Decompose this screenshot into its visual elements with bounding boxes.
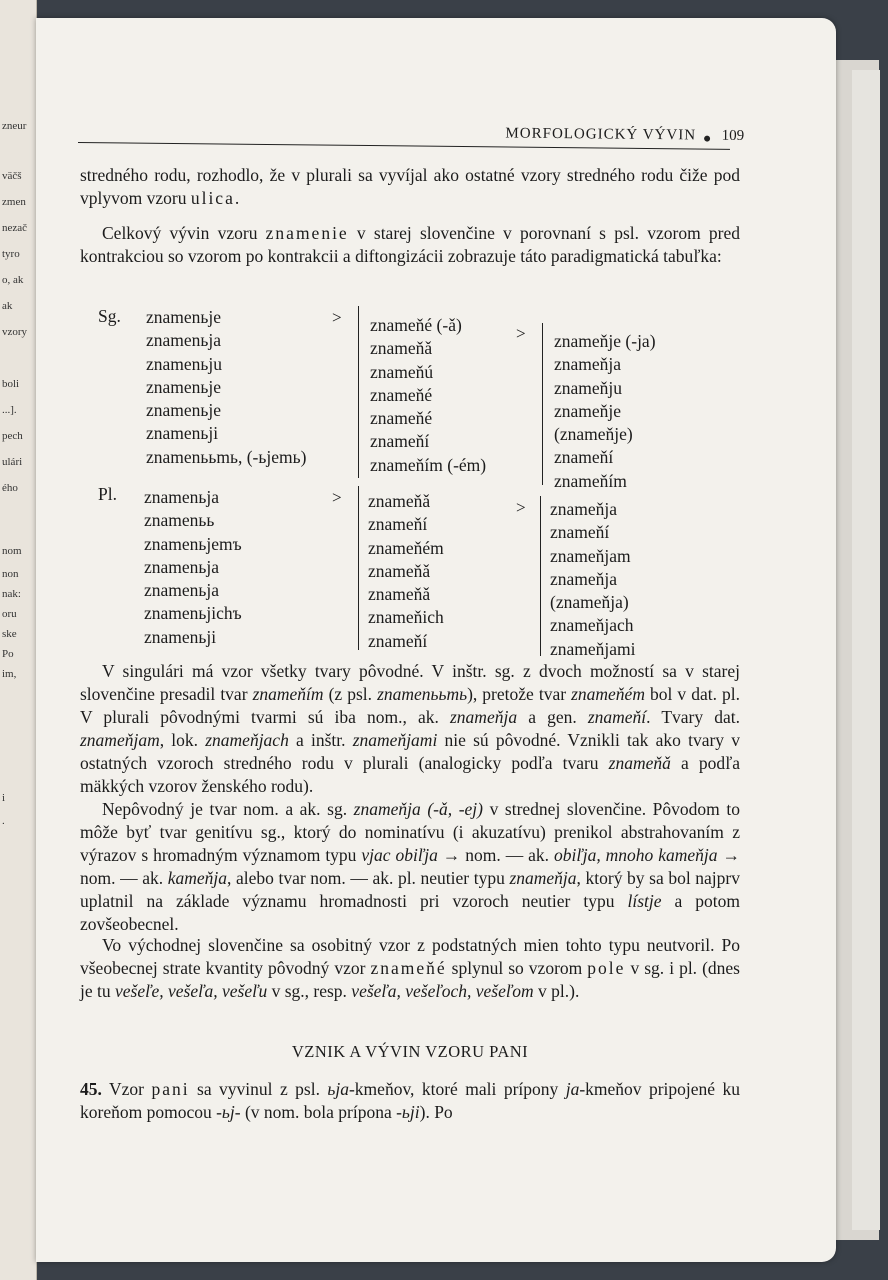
- left-fragment: väčš: [2, 170, 22, 182]
- paragraph-3: V singulári má vzor všetky tvary pôvodné. V inštr. sg. z dvoch možností sa v starej slovenčine presadil tvar znameňím (z psl. znamenььmь), pretože tvar znameňém bol v dat. pl. V plurali pôvodnými tvarmi sú iba nom., ak. znameňja a gen. znameňí. Tvary dat. znameňjam, lok. znameňjach a inštr. znameňjami nie sú pôvodné. Vznikli tak ako tvary v ostatných vzoroch stredného rodu v plurali (analogicky podľa tvaru znameňǎ a podľa mäkkých vzorov ženského rodu).: [80, 661, 740, 796]
- sg-after-column: [554, 330, 656, 493]
- paragraph-1: stredného rodu, rozhodlo, že v plurali sa vyvíjal ako ostatné vzory stredného rodu čiže pod vplyvom vzoru ulica.: [80, 165, 740, 208]
- form: (znameňje): [554, 424, 633, 445]
- left-fragment: .: [2, 815, 5, 827]
- paragraph-2: Celkový vývin vzoru znamenie v starej slovenčine v porovnaní s psl. vzorom pred kontrakciou so vzorom po kontrakcii a diftongizácii zobrazuje táto paradigmatická tabuľka:: [80, 223, 740, 266]
- sg-label: Sg.: [98, 306, 121, 326]
- form: znamenьja: [144, 487, 220, 507]
- form: znameňǎ: [370, 338, 433, 359]
- form: znameňja: [550, 499, 618, 519]
- form: znameňje: [554, 400, 622, 421]
- form: znamenьji: [144, 626, 217, 647]
- left-fragment: tyro: [2, 248, 20, 260]
- form: znameňjami: [550, 638, 636, 659]
- running-header: [78, 114, 745, 150]
- form: (znameňja): [550, 592, 629, 613]
- form: znameňjach: [550, 615, 634, 636]
- form: znamenьja: [146, 330, 222, 351]
- table-divider: [358, 486, 359, 650]
- form: znameňí: [554, 447, 614, 468]
- left-fragment: ulári: [2, 456, 23, 468]
- form: znamenьja: [144, 556, 220, 577]
- form: znameňí: [368, 630, 428, 651]
- table-divider: [358, 306, 359, 478]
- left-fragment: im,: [2, 668, 17, 680]
- pl-after-column: [550, 498, 636, 661]
- table-divider: [540, 496, 541, 656]
- paragraph-4: Nepôvodný je tvar nom. a ak. sg. znameňja (-ǎ, -ej) v strednej slovenčine. Pôvodom to môže byť tvar genitívu sg., ktorý do nominatívu (i akuzatívu) prenikol abstrahovaním z výrazov s hromadným významom typu vjac obiľja → nom. — ak. obiľja, mnoho kameňja → nom. — ak. kameňja, alebo tvar nom. — ak. pl. neutier typu znameňja, ktorý by sa bol najprv uplatnil na základe významu hromadnosti pri vzoroch neutier typu lístje a potom zovšeobecnel.: [80, 799, 740, 934]
- form: znameňjam: [550, 545, 631, 566]
- left-fragment: boli: [2, 378, 20, 390]
- form: znameňú: [370, 361, 434, 382]
- table-divider: [542, 323, 543, 485]
- form: znameňǎ: [368, 560, 431, 581]
- form: znamenьje: [146, 400, 222, 421]
- page-stack-edge-inner: [852, 70, 880, 1230]
- pl-arrow-2: >: [516, 498, 526, 517]
- left-fragment: ske: [2, 628, 17, 640]
- sg-psl-column: [146, 306, 306, 469]
- left-fragment: vzory: [2, 326, 28, 338]
- left-fragment: i: [2, 792, 6, 804]
- form: znameňí: [550, 522, 610, 543]
- left-fragment: pech: [2, 430, 23, 442]
- form: znameňich: [368, 607, 444, 628]
- sg-before-column: [370, 314, 486, 477]
- form: znamenьja: [144, 580, 220, 601]
- paragraph-5: Vo východnej slovenčine sa osobitný vzor z podstatných mien tohto typu neutvoril. Po všeobecnej strate kvantity pôvodný vzor znameňé splynul so vzorom pole v sg. i pl. (dnes je tu vešeľe, vešeľa, vešeľu v sg., resp. vešeľa, vešeľoch, vešeľom v pl.).: [80, 935, 740, 1001]
- left-fragment: ...].: [2, 404, 17, 416]
- form: znamenььmь, (-ьjemь): [146, 446, 307, 467]
- form: znameňí: [368, 514, 428, 535]
- form: znameňǎ: [368, 584, 431, 605]
- form: znameňja: [550, 568, 618, 589]
- left-fragment: o, ak: [2, 274, 24, 286]
- form: znameňé: [370, 384, 433, 405]
- left-page-edge: [0, 0, 37, 1280]
- form: znamenьje: [146, 307, 222, 327]
- form: znameňǎ: [368, 491, 431, 511]
- section-heading: VZNIK A VÝVIN VZORU PANI: [291, 1042, 529, 1061]
- form: znamenьjemъ: [144, 533, 242, 554]
- left-fragment: ého: [2, 482, 18, 494]
- header-bullet: [704, 136, 710, 142]
- sg-arrow-2: >: [516, 324, 526, 343]
- pl-psl-column: [144, 486, 242, 649]
- left-fragment: zmen: [2, 196, 26, 208]
- form: znamenьji: [146, 423, 219, 444]
- left-fragment: nak:: [2, 588, 21, 600]
- book-page: [36, 18, 836, 1262]
- left-fragment: zneur: [2, 120, 27, 132]
- form: znamenьje: [146, 376, 222, 397]
- pl-before-column: [368, 490, 444, 653]
- left-fragment: Po: [2, 648, 14, 660]
- form: znameňé (-ǎ): [370, 315, 462, 335]
- form: znameňí: [370, 431, 430, 452]
- left-fragment: nom: [2, 545, 22, 557]
- form: znameňje (-ja): [554, 331, 656, 351]
- form: znameňím (-ém): [370, 454, 487, 475]
- form: znamenьju: [146, 353, 223, 374]
- form: znameňja: [554, 354, 622, 375]
- left-fragment: nezač: [2, 222, 28, 234]
- sg-arrow-1: >: [332, 308, 342, 327]
- paragraph-6: 45. Vzor pani sa vyvinul z psl. ьja-kmeňov, ktoré mali prípony ja-kmeňov pripojené ku koreňom pomocou -ьj- (v nom. bola prípona -ьji). Po: [80, 1079, 741, 1122]
- form: znamenьь: [144, 510, 215, 531]
- left-fragment: ak: [2, 300, 13, 312]
- form: znameňém: [368, 537, 444, 558]
- header-title: MORFOLOGICKÝ VÝVIN: [505, 125, 697, 144]
- pl-label: Pl.: [98, 484, 117, 504]
- pl-arrow-1: >: [332, 488, 342, 507]
- form: znameňju: [554, 377, 623, 398]
- form: znameňé: [370, 408, 433, 429]
- left-fragment: non: [2, 568, 19, 580]
- left-fragment: oru: [2, 608, 17, 620]
- page-number: 109: [721, 127, 745, 144]
- form: znameňím: [554, 470, 627, 491]
- form: znamenьjichъ: [144, 603, 242, 624]
